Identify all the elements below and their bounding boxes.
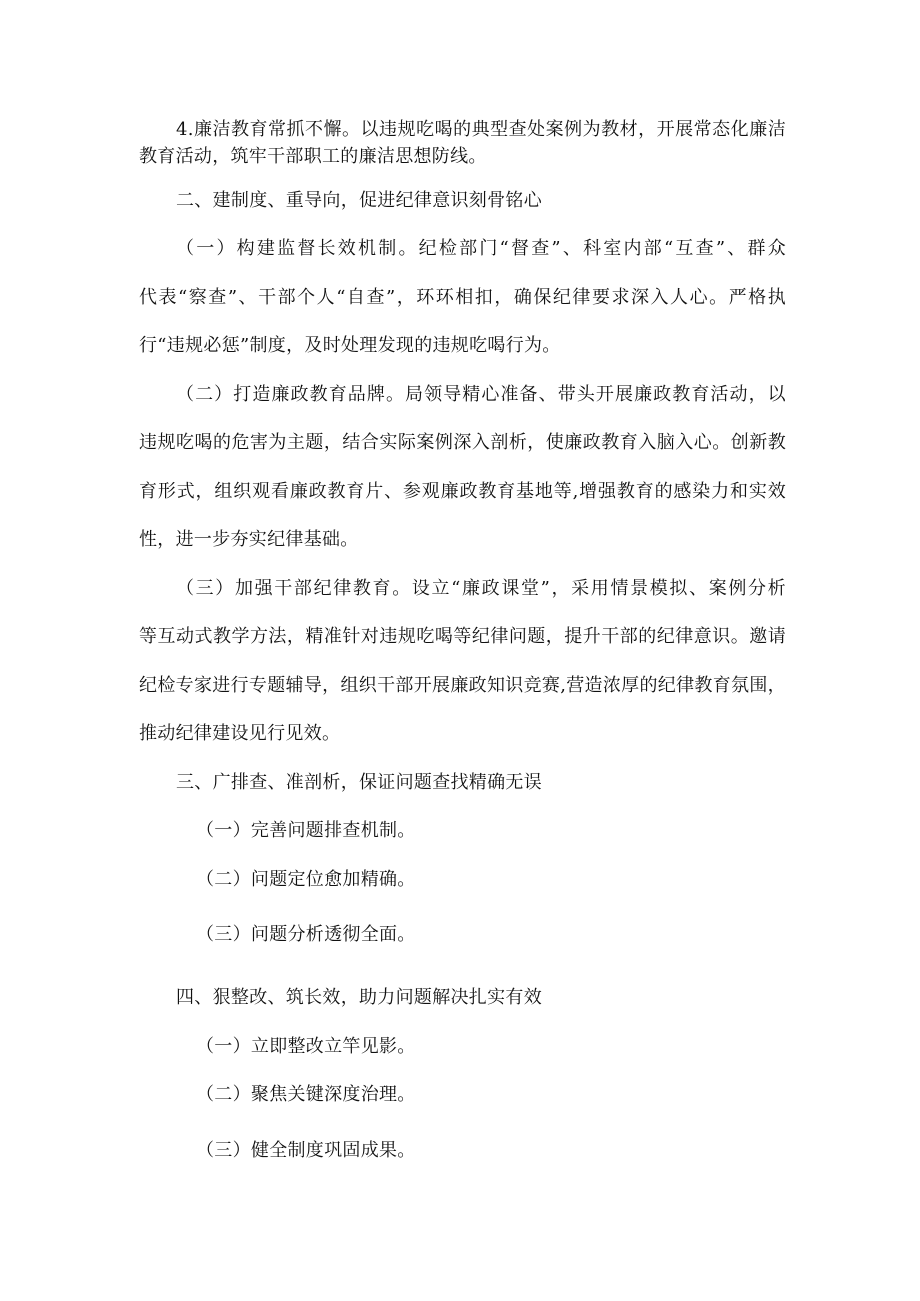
section-heading: 三、广排查、准剖析，保证问题查找精确无误 — [176, 772, 542, 793]
paragraph-line: 4.廉洁教育常抓不懈。以违规吃喝的典型查处案例为教材，开展常态化廉洁 — [176, 119, 786, 140]
section-heading: 二、建制度、重导向，促进纪律意识刻骨铭心 — [176, 190, 542, 211]
subsection-item: （一）完善问题排查机制。 — [196, 820, 416, 841]
paragraph-line: （一）构建监督长效机制。纪检部门“督查”、科室内部“互查”、群众 — [176, 238, 786, 259]
subsection-item: （三）健全制度巩固成果。 — [196, 1140, 416, 1161]
paragraph-line: （三）加强干部纪律教育。设立“廉政课堂”，采用情景模拟、案例分析 — [176, 578, 786, 599]
paragraph-line: 代表“察查”、干部个人“自查”，环环相扣，确保纪律要求深入人心。严格执 — [139, 287, 786, 308]
subsection-item: （二）聚焦关键深度治理。 — [196, 1084, 416, 1105]
subsection-item: （一）立即整改立竿见影。 — [196, 1036, 416, 1057]
subsection-item: （三）问题分析透彻全面。 — [196, 924, 416, 945]
paragraph-line: 纪检专家进行专题辅导，组织干部开展廉政知识竞赛,营造浓厚的纪律教育氛围， — [139, 675, 786, 696]
paragraph-line: （二）打造廉政教育品牌。局领导精心准备、带头开展廉政教育活动，以 — [176, 384, 786, 405]
paragraph-line: 性，进一步夯实纪律基础。 — [139, 529, 359, 550]
paragraph-line: 育形式，组织观看廉政教育片、参观廉政教育基地等,增强教育的感染力和实效 — [139, 481, 786, 502]
paragraph-line: 推动纪律建设见行见效。 — [139, 723, 341, 744]
paragraph-line: 教育活动，筑牢干部职工的廉洁思想防线。 — [139, 146, 487, 167]
paragraph-line: 违规吃喝的危害为主题，结合实际案例深入剖析，使廉政教育入脑入心。创新教 — [139, 432, 786, 453]
subsection-item: （二）问题定位愈加精确。 — [196, 869, 416, 890]
section-heading: 四、狠整改、筑长效，助力问题解决扎实有效 — [176, 987, 542, 1008]
paragraph-line: 等互动式教学方法，精准针对违规吃喝等纪律问题，提升干部的纪律意识。邀请 — [139, 626, 786, 647]
paragraph-line: 行“违规必惩”制度，及时处理发现的违规吃喝行为。 — [139, 335, 561, 356]
